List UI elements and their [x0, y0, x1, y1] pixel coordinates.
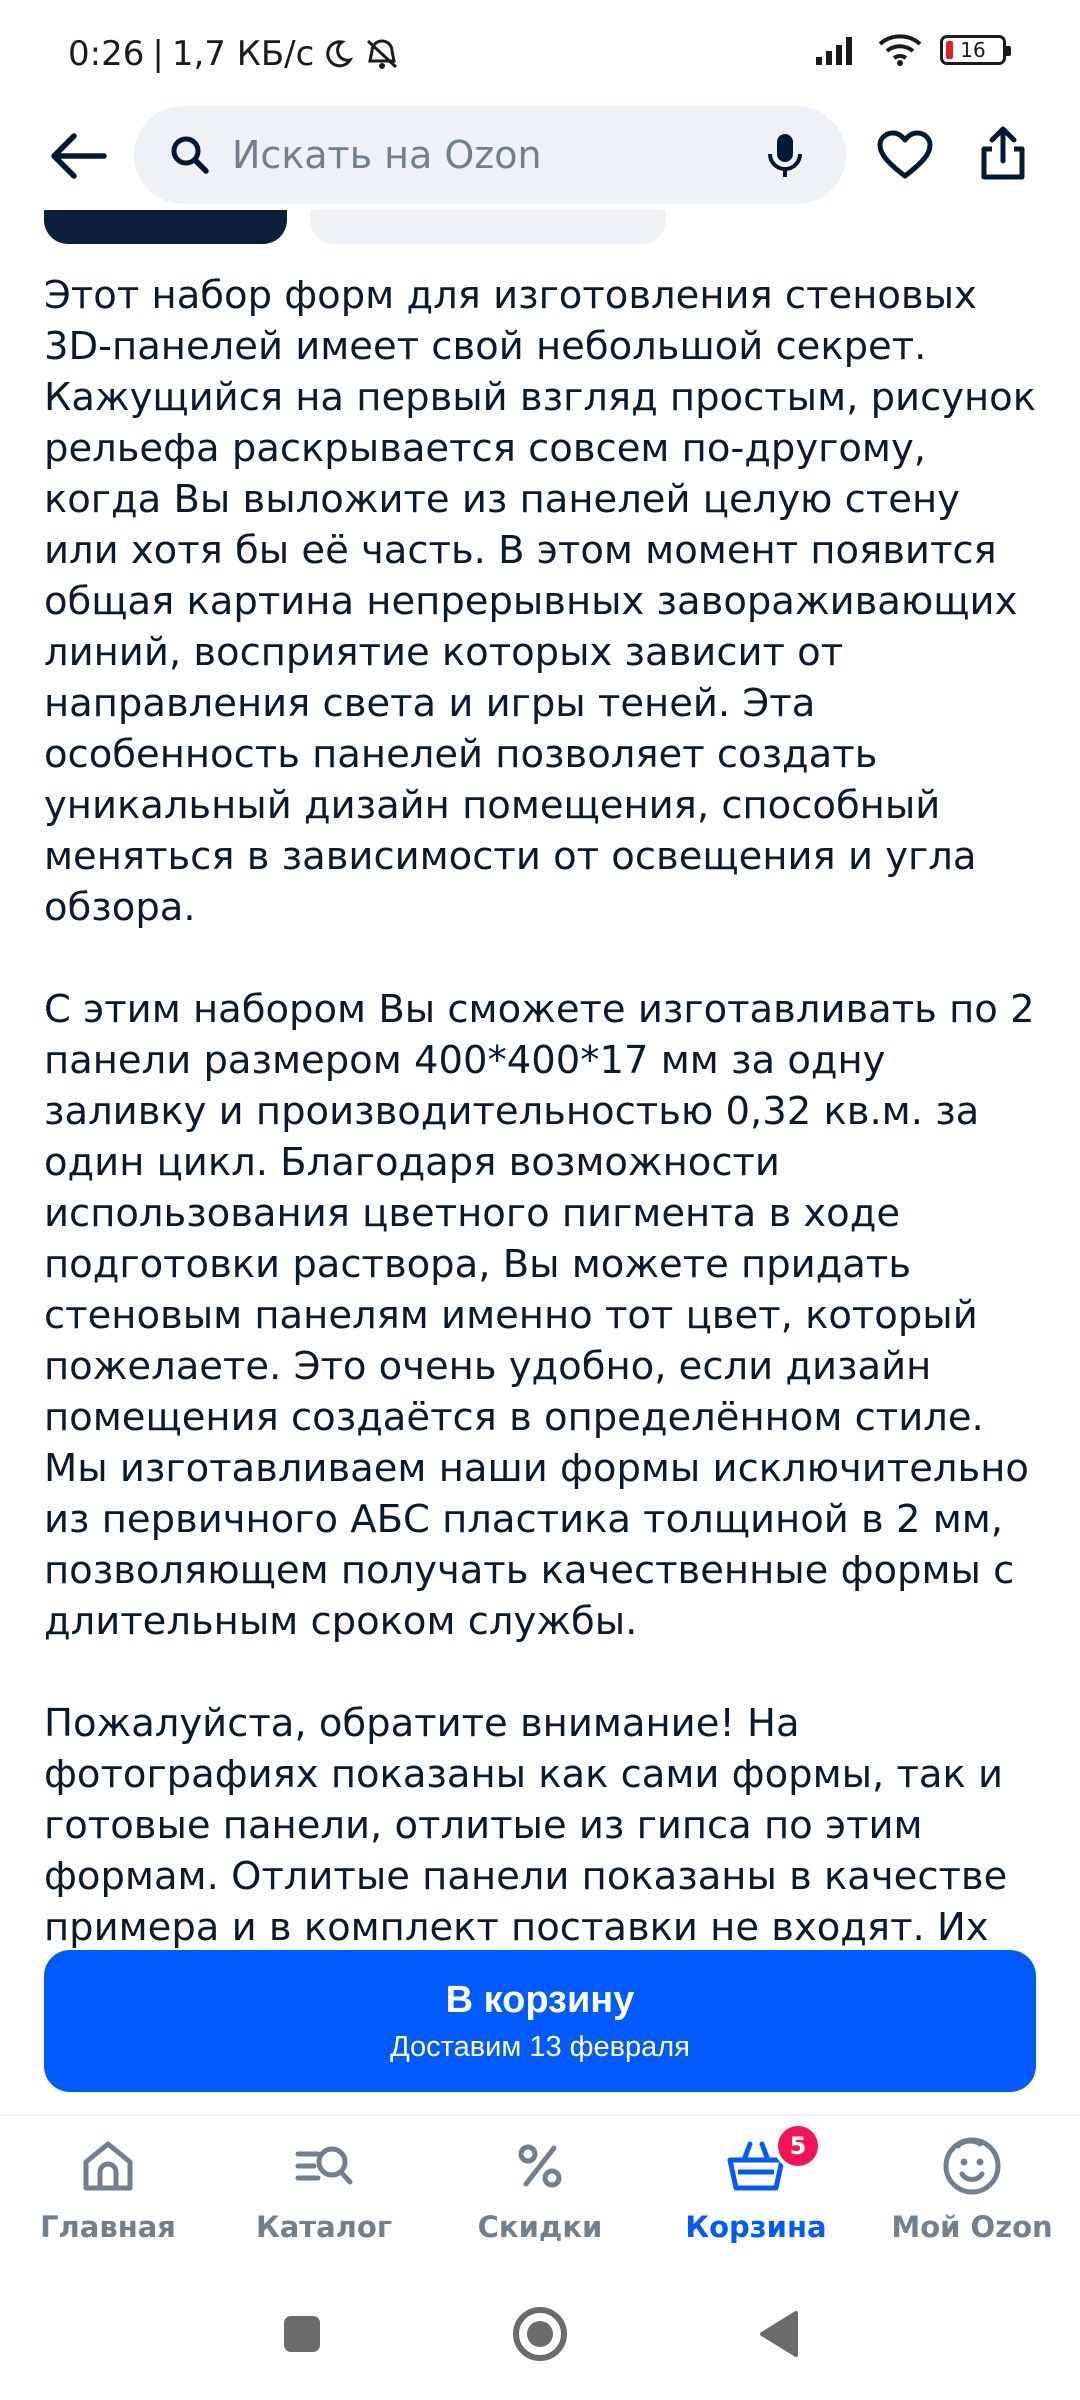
description-paragraph: Этот набор форм для изготовления стеновых 3D-панелей имеет свой небольшой секрет. Кажущийся на первый взгляд простым, рисунок рельефа раскрывается совсем по-другому, когда Вы выложите из панелей целую стену или хотя бы её часть. В этом момент появится общая картина непрерывных завораживающих линий, восприятие которых зависит от направления света и игры теней. Эта особенность панелей позволяет создать уникальный дизайн помещения, способный меняться в зависимости от освещения и угла обзора.	[44, 273, 1036, 930]
moon-icon	[322, 38, 354, 70]
status-right	[814, 34, 1006, 66]
nav-item-catalog[interactable]	[216, 2116, 432, 2268]
nav-item-home[interactable]	[0, 2116, 216, 2268]
cart-icon-wrap	[724, 2132, 807, 2198]
heart-icon	[877, 130, 933, 180]
description-paragraph: С этим набором Вы сможете изготавливать по 2 панели размером 400*400*17 мм за одну заливку и производительностью 0,32 кв.м. за один цикл. Благодаря возможности использования цветного пигмента в ходе подготовки раствора, Вы можете придать стеновым панелям именно тот цвет, который пожелаете. Это очень удобно, если дизайн помещения создаётся в определённом стиле. Мы изготавливаем наши формы исключительно из первичного АБС пластика толщиной в 2 мм, позволяющем получать качественные формы с длительным сроком службы.	[44, 987, 1035, 1644]
nav-label-catalog: Каталог	[256, 2210, 392, 2244]
status-left	[68, 34, 402, 74]
share-button[interactable]	[970, 120, 1036, 186]
bottom-navigation	[0, 2114, 1080, 2266]
smile-icon	[940, 2134, 1004, 2198]
search-input[interactable]	[232, 133, 732, 177]
description-paragraph: Пожалуйста, обратите внимание! На фотографиях показаны как сами формы, так и готовые панели, отлитые из гипса по этим формам. Отлитые панели показаны в качестве примера и в комплект поставки не входят. Их	[44, 1701, 1008, 1950]
nav-item-cart[interactable]	[648, 2116, 864, 2268]
back-button[interactable]	[40, 118, 116, 194]
delivery-date-label: Доставим 13 февраля	[390, 2031, 690, 2063]
nav-label-discounts: Скидки	[477, 2210, 603, 2244]
scrolled-chip-light[interactable]	[310, 210, 666, 244]
cart-count-badge: 5	[774, 2122, 822, 2170]
back-arrow-icon	[48, 132, 108, 180]
status-bar	[0, 0, 1080, 92]
battery-icon	[940, 35, 1006, 65]
home-icon	[76, 2134, 140, 2198]
microphone-icon[interactable]	[760, 130, 810, 180]
search-icon	[168, 133, 212, 177]
back-system-button[interactable]	[746, 2302, 810, 2366]
catalog-icon	[292, 2134, 356, 2198]
nav-item-my-ozon[interactable]	[864, 2116, 1080, 2268]
add-to-cart-label: В корзину	[445, 1979, 635, 2021]
search-bar[interactable]	[134, 106, 846, 204]
nav-label-cart: Корзина	[685, 2210, 827, 2244]
status-time: 0:26	[68, 34, 145, 74]
status-separator: |	[152, 34, 164, 74]
system-navigation-bar	[0, 2268, 1080, 2400]
triangle-back-icon	[756, 2309, 800, 2359]
wifi-icon	[878, 34, 922, 66]
square-icon	[280, 2312, 324, 2356]
network-speed: 1,7 КБ/с	[171, 34, 315, 74]
top-header	[0, 92, 1080, 222]
nav-label-home: Главная	[40, 2210, 176, 2244]
battery-level: 16	[960, 38, 986, 62]
product-description	[44, 270, 1044, 1950]
scrolled-chip-dark[interactable]	[44, 210, 287, 244]
recent-apps-button[interactable]	[270, 2302, 334, 2366]
signal-icon	[814, 35, 860, 65]
mute-icon	[362, 37, 402, 71]
circle-icon	[510, 2304, 570, 2364]
nav-item-discounts[interactable]	[432, 2116, 648, 2268]
favorite-button[interactable]	[872, 122, 938, 188]
add-to-cart-button[interactable]	[44, 1950, 1036, 2092]
nav-label-my-ozon: Мой Ozon	[891, 2210, 1053, 2244]
percent-icon	[508, 2134, 572, 2198]
battery-fill	[946, 41, 953, 59]
home-system-button[interactable]	[508, 2302, 572, 2366]
share-icon	[978, 125, 1028, 181]
